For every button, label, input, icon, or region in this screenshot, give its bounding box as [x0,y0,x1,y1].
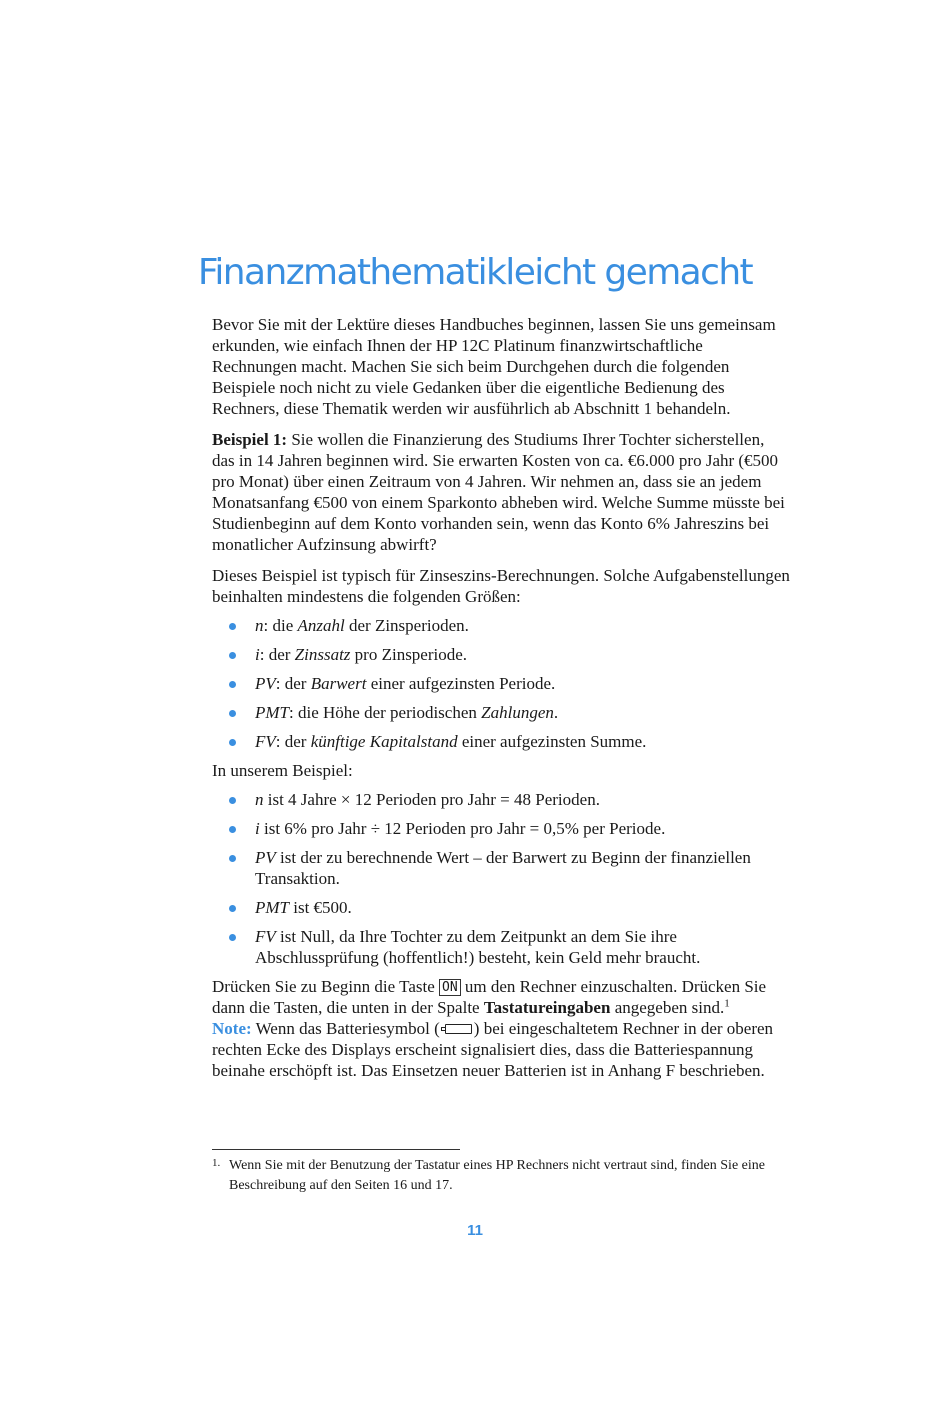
item-text: ist 6% pro Jahr ÷ 12 Perioden pro Jahr = 0,5% per Periode. [259,819,666,838]
symbol: PV [255,848,276,867]
list-item [212,673,790,694]
item-text: . [553,703,559,722]
item-text: einer aufgezinsten Periode. [366,674,556,693]
item-text: : der [259,645,295,664]
page-number: 11 [467,1222,483,1239]
item-text: ist Null, da Ihre Tochter zu dem Zeitpunkt an dem Sie ihre Abschlussprüfung (hoffentlich!) besteht, kein Geld mehr braucht. [255,927,701,967]
example-heading: In unserem Beispiel: [212,761,353,780]
list-item [212,702,790,723]
symbol: n [255,790,264,809]
on-key-icon: ON [439,979,461,996]
symbol: PMT [255,898,289,917]
item-text: einer aufgezinsten Summe. [457,732,647,751]
emphasis: Zinssatz [294,645,351,664]
item-text: : die [263,616,298,635]
battery-icon [441,1024,473,1035]
emphasis: künftige Kapitalstand [310,732,458,751]
example-text: Sie wollen die Finanzierung des Studiums Ihrer Tochter sicherstellen, das in 14 Jahren beginnen wird. Sie erwarten Kosten von ca. €6.000 pro Jahr (€500 pro Monat) über einen Zeitraum von 4 Jahren. Wir nehmen an, dass sie an jedem Monatsanfang €500 von einem Sparkonto abheben wird. Welche Summe müsste bei Studienbeginn auf dem Konto vorhanden sein, wenn das Konto 6% Jahreszins bei monatlicher Aufzinsung abwirft? [212,430,785,554]
emphasis: Barwert [310,674,367,693]
item-text: ist der zu berechnende Wert – der Barwert zu Beginn der finanziellen Transaktion. [255,848,751,888]
keystrokes-label: Tastatureingaben [483,998,611,1017]
bullet-icon [229,905,236,912]
list-item [212,731,790,752]
bullet-icon [229,855,236,862]
symbol: FV [255,732,276,751]
symbol: i [255,645,260,664]
symbol: FV [255,927,276,946]
item-text: : der [275,732,311,751]
bullet-icon [229,623,236,630]
note-text: ) bei eingeschaltetem Rechner in der oberen rechten Ecke des Displays erscheint signalisiert dies, dass die Batteriespannung beinahe erschöpft ist. Das Einsetzen neuer Batterien ist in Anhang F beschrieben. [212,1019,774,1080]
footnote-text: Wenn Sie mit der Benutzung der Tastatur eines HP Rechners nicht vertraut sind, finden Sie eine Beschreibung auf den Seiten 16 und 17. [229,1158,765,1193]
bullet-icon [229,652,236,659]
press-paragraph [212,976,790,1018]
values-list [212,789,790,968]
note-label: Note: [212,1019,252,1038]
symbol: PMT [255,703,289,722]
bullet-icon [229,797,236,804]
emphasis: Anzahl [297,616,345,635]
item-text: ist €500. [289,898,352,917]
bullet-icon [229,934,236,941]
press-text: um den Rechner einzuschalten. Drücken Sie dann die Tasten, die unten in der Spalte [212,977,767,1017]
footnote [212,1156,792,1196]
list-item [212,847,790,889]
press-text: angegeben sind. [610,998,725,1017]
item-text: der Zinsperioden. [344,616,469,635]
list-item [212,615,790,636]
item-text: : der [275,674,311,693]
list-item [212,789,790,810]
footnote-divider [212,1149,460,1150]
list-item [212,897,790,918]
typical-paragraph: Dieses Beispiel ist typisch für Zinseszins-Berechnungen. Solche Aufgabenstellungen beinhalten mindestens die folgenden Größen: [212,566,790,606]
bullet-icon [229,739,236,746]
bullet-icon [229,681,236,688]
footnote-ref[interactable]: 1 [724,997,730,1010]
press-text: Drücken Sie zu Beginn die Taste [212,977,439,996]
main-content [212,314,790,1081]
item-text: ist 4 Jahre × 12 Perioden pro Jahr = 48 Perioden. [263,790,600,809]
page-title: Finanzmathematikleicht gemacht [197,252,753,293]
symbol: i [255,819,260,838]
emphasis: Zahlungen [481,703,554,722]
note-text: Wenn das Batteriesymbol ( [251,1019,440,1038]
list-item [212,644,790,665]
bullet-icon [229,826,236,833]
note-paragraph [212,1018,790,1081]
intro-paragraph: Bevor Sie mit der Lektüre dieses Handbuches beginnen, lassen Sie uns gemeinsam erkunden, wie einfach Ihnen der HP 12C Platinum finanzwirtschaftliche Rechnungen macht. Machen Sie sich beim Durchgehen durch die folgenden Beispiele noch nicht zu viele Gedanken über die eigentliche Bedienung des Rechners, diese Thematik werden wir ausführlich ab Abschnitt 1 behandeln. [212,315,776,418]
symbol: n [255,616,264,635]
quantities-list [212,615,790,752]
item-text: : die Höhe der periodischen [289,703,482,722]
item-text: pro Zinsperiode. [350,645,468,664]
list-item [212,926,790,968]
bullet-icon [229,710,236,717]
example-paragraph [212,429,790,555]
example-label: Beispiel 1: [212,430,288,449]
symbol: PV [255,674,276,693]
list-item [212,818,790,839]
footnote-mark: 1. [212,1157,221,1169]
